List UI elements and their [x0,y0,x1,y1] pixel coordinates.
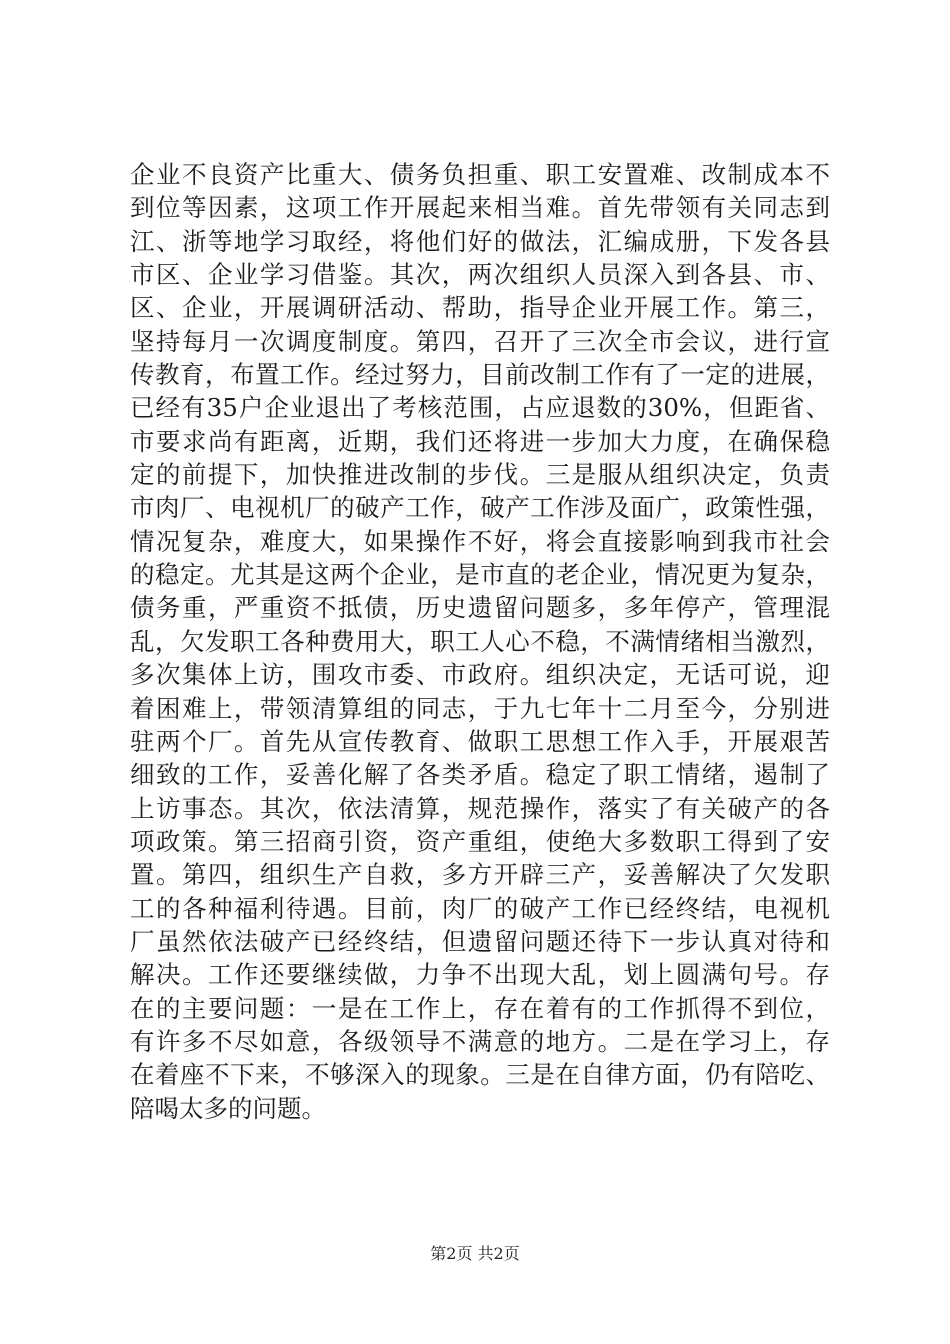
text-line: 市要求尚有距离，近期，我们还将进一步加大力度，在确保稳 [130,426,830,456]
text-line: 工的各种福利待遇。目前，肉厂的破产工作已经终结，电视机 [130,893,830,923]
text-line: 乱，欠发职工各种费用大，职工人心不稳，不满情绪相当激烈， [130,626,830,656]
body-paragraph [130,158,830,1125]
text-line: 陪喝太多的问题。 [130,1093,326,1123]
text-line: 细致的工作，妥善化解了各类矛盾。稳定了职工情绪，遏制了 [130,760,830,790]
page-number-footer: 第2页 共2页 [430,1244,520,1263]
text-line: 在的主要问题：一是在工作上，存在着有的工作抓得不到位， [130,993,830,1023]
text-line: 坚持每月一次调度制度。第四，召开了三次全市会议，进行宣 [130,326,830,356]
text-line: 市肉厂、电视机厂的破产工作，破产工作涉及面广，政策性强， [130,493,830,523]
text-line: 项政策。第三招商引资，资产重组，使绝大多数职工得到了安 [130,826,830,856]
text-line: 着困难上，带领清算组的同志，于九七年十二月至今，分别进 [130,693,830,723]
text-line: 的稳定。尤其是这两个企业，是市直的老企业，情况更为复杂， [130,560,830,590]
text-line: 有许多不尽如意，各级领导不满意的地方。二是在学习上，存 [130,1026,830,1056]
text-line: 企业不良资产比重大、债务负担重、职工安置难、改制成本不 [130,160,830,189]
text-line: 解决。工作还要继续做，力争不出现大乱，划上圆满句号。存 [130,960,830,990]
text-line: 区、企业，开展调研活动、帮助，指导企业开展工作。第三， [130,293,830,323]
text-line: 到位等因素，这项工作开展起来相当难。首先带领有关同志到 [130,193,830,223]
text-line: 多次集体上访，围攻市委、市政府。组织决定，无话可说，迎 [130,660,830,690]
text-line: 债务重，严重资不抵债，历史遗留问题多，多年停产，管理混 [130,593,830,623]
text-line: 江、浙等地学习取经，将他们好的做法，汇编成册，下发各县 [130,226,830,256]
text-line: 驻两个厂。首先从宣传教育、做职工思想工作入手，开展艰苦 [130,726,830,756]
text-line: 厂虽然依法破产已经终结，但遗留问题还待下一步认真对待和 [130,926,830,956]
text-line: 上访事态。其次，依法清算，规范操作，落实了有关破产的各 [130,793,830,823]
text-line: 在着座不下来，不够深入的现象。三是在自律方面，仍有陪吃、 [130,1060,830,1090]
text-line: 定的前提下，加快推进改制的步伐。三是服从组织决定，负责 [130,460,830,490]
text-line: 传教育，布置工作。经过努力，目前改制工作有了一定的进展， [130,360,830,390]
text-line: 市区、企业学习借鉴。其次，两次组织人员深入到各县、市、 [130,260,830,290]
text-line: 情况复杂，难度大，如果操作不好，将会直接影响到我市社会 [130,526,830,556]
text-line: 已经有35户企业退出了考核范围，占应退数的30%，但距省、 [130,393,830,423]
text-line: 置。第四，组织生产自救，多方开辟三产，妥善解决了欠发职 [130,860,830,890]
